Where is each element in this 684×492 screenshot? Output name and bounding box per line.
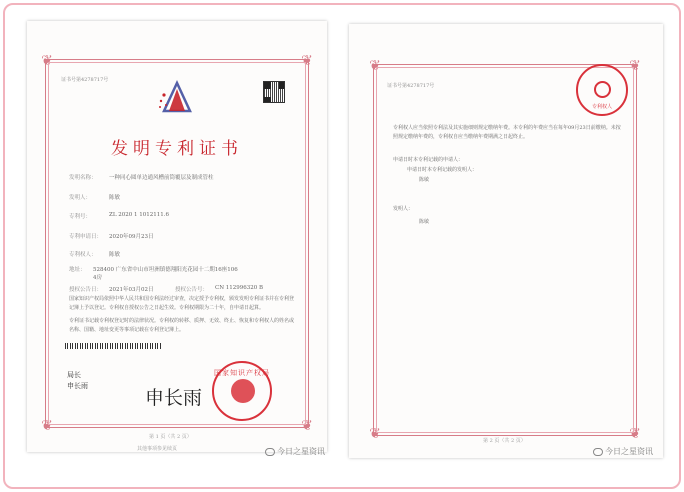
inventor-name: 陈敏 [419,219,430,225]
certificate-page-2 [349,24,663,458]
field-label: 授权公告号： [175,287,209,293]
wechat-icon [593,448,603,456]
director-name: 申长雨 [67,382,88,390]
field-label: 发明人： [69,195,92,201]
field-label: 专利号： [69,214,92,220]
certificate-title: 发明专利证书 [111,139,243,159]
director-signature: 申长雨 [145,387,203,409]
field-value: 陈敏 [109,195,121,201]
field-value: ZL 2020 1 1012111.6 [109,212,169,218]
field-value: 2021年03月02日 [109,287,154,293]
national-emblem-icon [231,379,255,403]
field-label: 专利申请日： [69,234,103,240]
wechat-icon [265,448,275,456]
inventor-label: 发明人： [393,206,414,212]
patentee-seal [576,64,628,116]
watermark: 今日之星资讯 [265,446,325,457]
field-label: 地址： [69,267,86,273]
legal-status-note: 专利证书记载专利权登记时的法律状况。专利权的转移、质押、无效、终止、恢复和专利权人的姓名或名称、国籍、地址变更等事项记载在专利登记簿上。 [69,318,295,333]
page-footer: 第 1 页（共 2 页） [149,434,192,440]
field-value: 4房 [93,275,102,281]
applicant-label: 申请日时本专利记载的申请人： [393,157,464,163]
field-value: 2020年09月23日 [109,234,154,240]
seal-text: 国家知识产权局 [214,369,270,377]
applicant-name: 陈敏 [419,177,430,183]
certificate-number: 证书号第4278717号 [61,77,109,83]
certificate-number: 证书号第4278717号 [387,83,435,89]
field-label: 专利权人： [69,252,97,258]
field-value: 一种同心圆单边通风槽前筒覆层及制成管柱 [109,175,214,181]
annual-fee-notice: 专利权人应当依照专利法及其实施细则规定缴纳年费。本专利的年费应当在每年09月23日前缴纳。未按照规定缴纳年费的，专利权自应当缴纳年费期满之日起终止。 [393,125,621,140]
corner-ornament: ❦ [369,58,381,74]
bottom-note: 其他事项参见续页 [137,446,178,452]
applicant-sub-label: 申请日时本专利记载的发明人： [407,167,478,173]
field-value: 陈敏 [109,252,121,258]
corner-ornament: ❦ [41,418,53,434]
corner-ornament: ❦ [301,418,313,434]
field-label: 发明名称： [69,175,97,181]
qr-code [263,81,285,103]
director-label: 局长 [67,371,81,379]
field-value: 528400 广东省中山市坦洲镇德翔阳光花园十二期16座106 [93,267,238,273]
official-seal [212,361,272,421]
field-value: CN 112996320 B [215,285,264,291]
seal-label: 专利权人 [591,104,612,110]
grant-statement: 国家知识产权局依照中华人民共和国专利法经过审查，决定授予专利权，颁发发明专利证书并在专利登记簿上予以登记。专利权自授权公告之日起生效。专利权期限为二十年，自申请日起算。 [69,296,295,311]
barcode [65,343,161,349]
corner-ornament: ❦ [629,426,641,442]
corner-ornament: ❦ [301,53,313,69]
certificate-page-1 [27,21,327,452]
watermark: 今日之星资讯 [593,446,653,457]
seal-emblem-icon [594,81,611,98]
page-footer: 第 2 页（共 2 页） [483,438,526,444]
field-label: 授权公告日： [69,287,103,293]
corner-ornament: ❦ [629,58,641,74]
corner-ornament: ❦ [369,426,381,442]
cnipa-logo-icon [156,79,198,119]
corner-ornament: ❦ [41,53,53,69]
